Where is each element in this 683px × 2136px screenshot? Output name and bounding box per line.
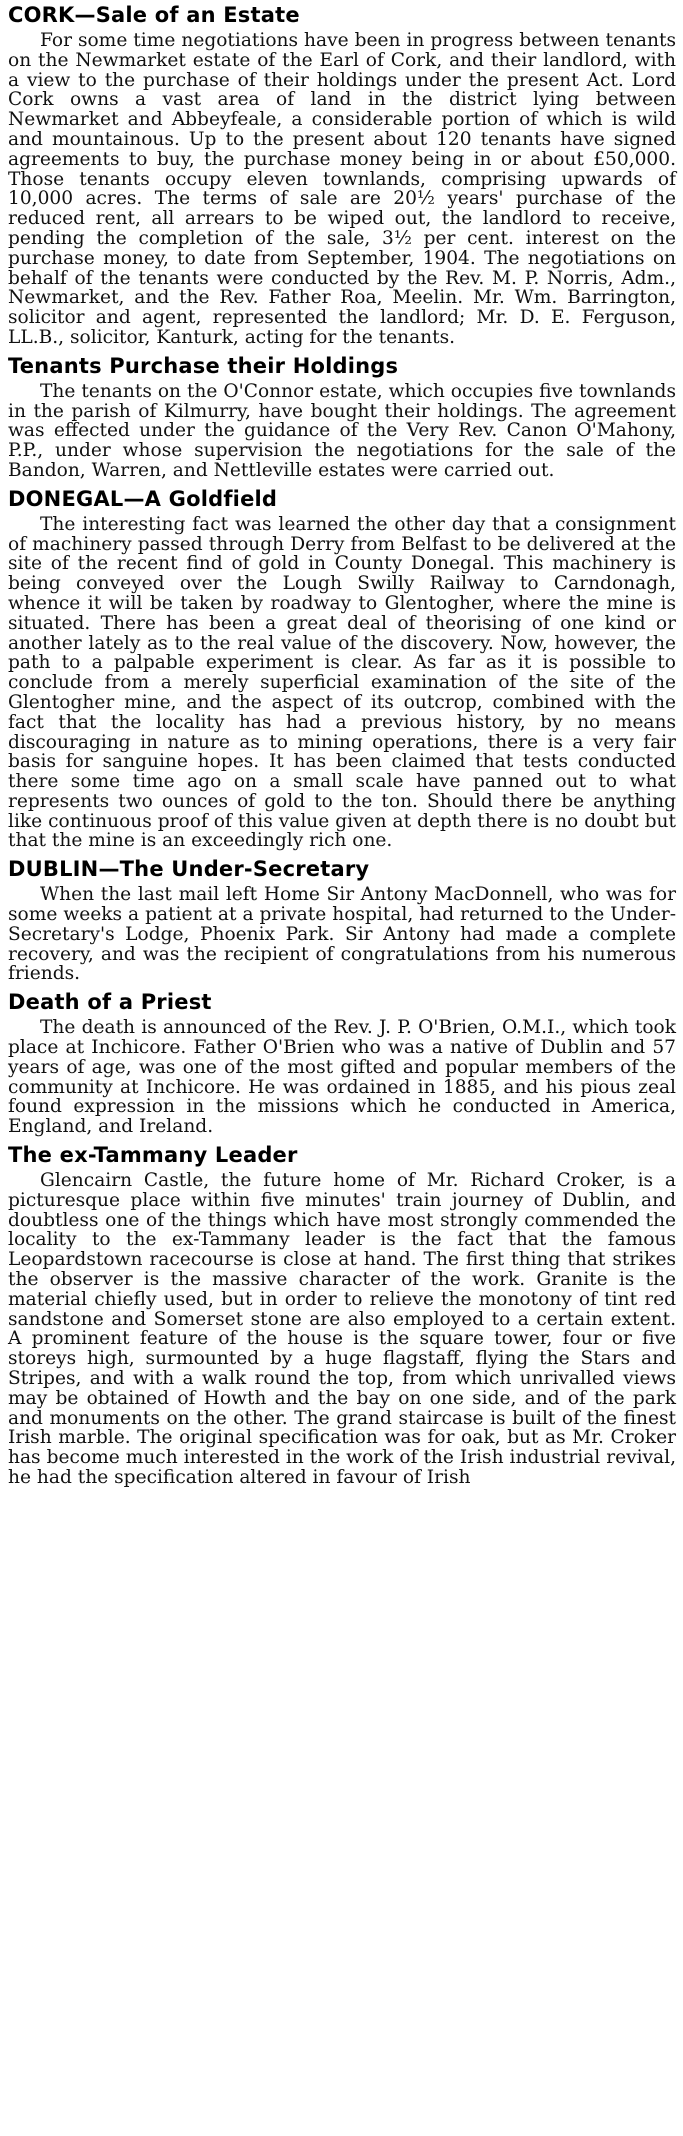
article-body: The interesting fact was learned the other day that a consignment of machinery passed through Derry from Belfast to be delivered at the site of the recent find of gold in County Donegal. This machinery is being conveyed over the Lough Swilly Railway to Carndonagh, whence it will be taken by roadway to Glentogher, where the mine is situated. There has been a great deal of theorising of one kind or another lately as to the real value of the discovery. Now, however, the path to a palpable experiment is clear. As far as it is possible to conclude from a merely superficial examination of the site of the Glentogher mine, and the aspect of its outcrop, combined with the fact that the locality has had a previous history, by no means discouraging in nature as to mining operations, there is a very fair basis for sanguine hopes. It has been claimed that tests conducted there some time ago on a small scale have panned out to what represents two ounces of gold to the ton. Should there be anything like continuous proof of this value given at depth there is no doubt but that the mine is an exceedingly rich one.	[8, 513, 676, 852]
article-body: For some time negotiations have been in progress between tenants on the Newmarket estate of the Earl of Cork, and their landlord, with a view to the purchase of their holdings under the present Act. Lord Cork owns a vast area of land in the district lying between Newmarket and Abbeyfeale, a considerable portion of which is wild and mountainous. Up to the present about 120 tenants have signed agreements to buy, the purchase money being in or about £50,000. Those tenants occupy eleven townlands, comprising upwards of 10,000 acres. The terms of sale are 20½ years' purchase of the reduced rent, all arrears to be wiped out, the landlord to receive, pending the completion of the sale, 3½ per cent. interest on the purchase money, to date from September, 1904. The negotiations on behalf of the tenants were conducted by the Rev. M. P. Norris, Adm., Newmarket, and the Rev. Father Roa, Meelin. Mr. Wm. Barrington, solicitor and agent, represented the landlord; Mr. D. E. Ferguson, LL.B., solicitor, Kanturk, acting for the tenants.	[8, 30, 676, 348]
article-headline: DUBLIN—The Under-Secretary	[8, 857, 370, 882]
article-headline: Tenants Purchase their Holdings	[8, 353, 399, 378]
article-ex-tammany-leader	[8, 1143, 676, 1488]
article-cork-sale	[8, 3, 676, 348]
article-body: The death is announced of the Rev. J. P. O'Brien, O.M.I., which took place at Inchicore. Father O'Brien who was a native of Dublin and 57 years of age, was one of the most gifted and popular members of the community at Inchicore. He was ordained in 1885, and his pious zeal found expression in the missions which he conducted in America, England, and Ireland.	[8, 1017, 676, 1138]
article-death-of-priest	[8, 990, 676, 1137]
article-dublin-under-secretary	[8, 857, 676, 984]
article-headline: DONEGAL—A Goldfield	[8, 486, 278, 511]
article-headline: Death of a Priest	[8, 990, 212, 1015]
article-headline: The ex-Tammany Leader	[8, 1143, 298, 1168]
article-tenants-purchase	[8, 354, 676, 481]
article-headline: CORK—Sale of an Estate	[8, 3, 300, 27]
article-body: Glencairn Castle, the future home of Mr. Richard Croker, is a picturesque place within five minutes' train journey of Dublin, and doubtless one of the things which have most strongly commended the locality to the ex-Tammany leader is the fact that the famous Leopardstown racecourse is close at hand. The first thing that strikes the observer is the massive character of the work. Granite is the material chiefly used, but in order to relieve the monotony of tint red sandstone and Somerset stone are also employed to a certain extent. A prominent feature of the house is the square tower, four or five storeys high, surmounted by a huge flagstaff, flying the Stars and Stripes, and with a walk round the top, from which unrivalled views may be obtained of Howth and the bay on one side, and of the park and monuments on the other. The grand staircase is built of the finest Irish marble. The original specification was for oak, but as Mr. Croker has become much interested in the work of the Irish industrial revival, he had the specification altered in favour of Irish	[8, 1170, 676, 1488]
article-donegal-goldfield	[8, 487, 676, 852]
article-body: The tenants on the O'Connor estate, which occupies five townlands in the parish of Kilmurry, have bought their holdings. The agreement was effected under the guidance of the Very Rev. Canon O'Mahony, P.P., under whose supervision the negotiations for the sale of the Bandon, Warren, and Nettleville estates were carried out.	[8, 380, 676, 481]
article-body: When the last mail left Home Sir Antony MacDonnell, who was for some weeks a patient at a private hospital, had returned to the Under-Secretary's Lodge, Phoenix Park. Sir Antony had made a complete recovery, and was the recipient of congratulations from his numerous friends.	[8, 884, 676, 985]
